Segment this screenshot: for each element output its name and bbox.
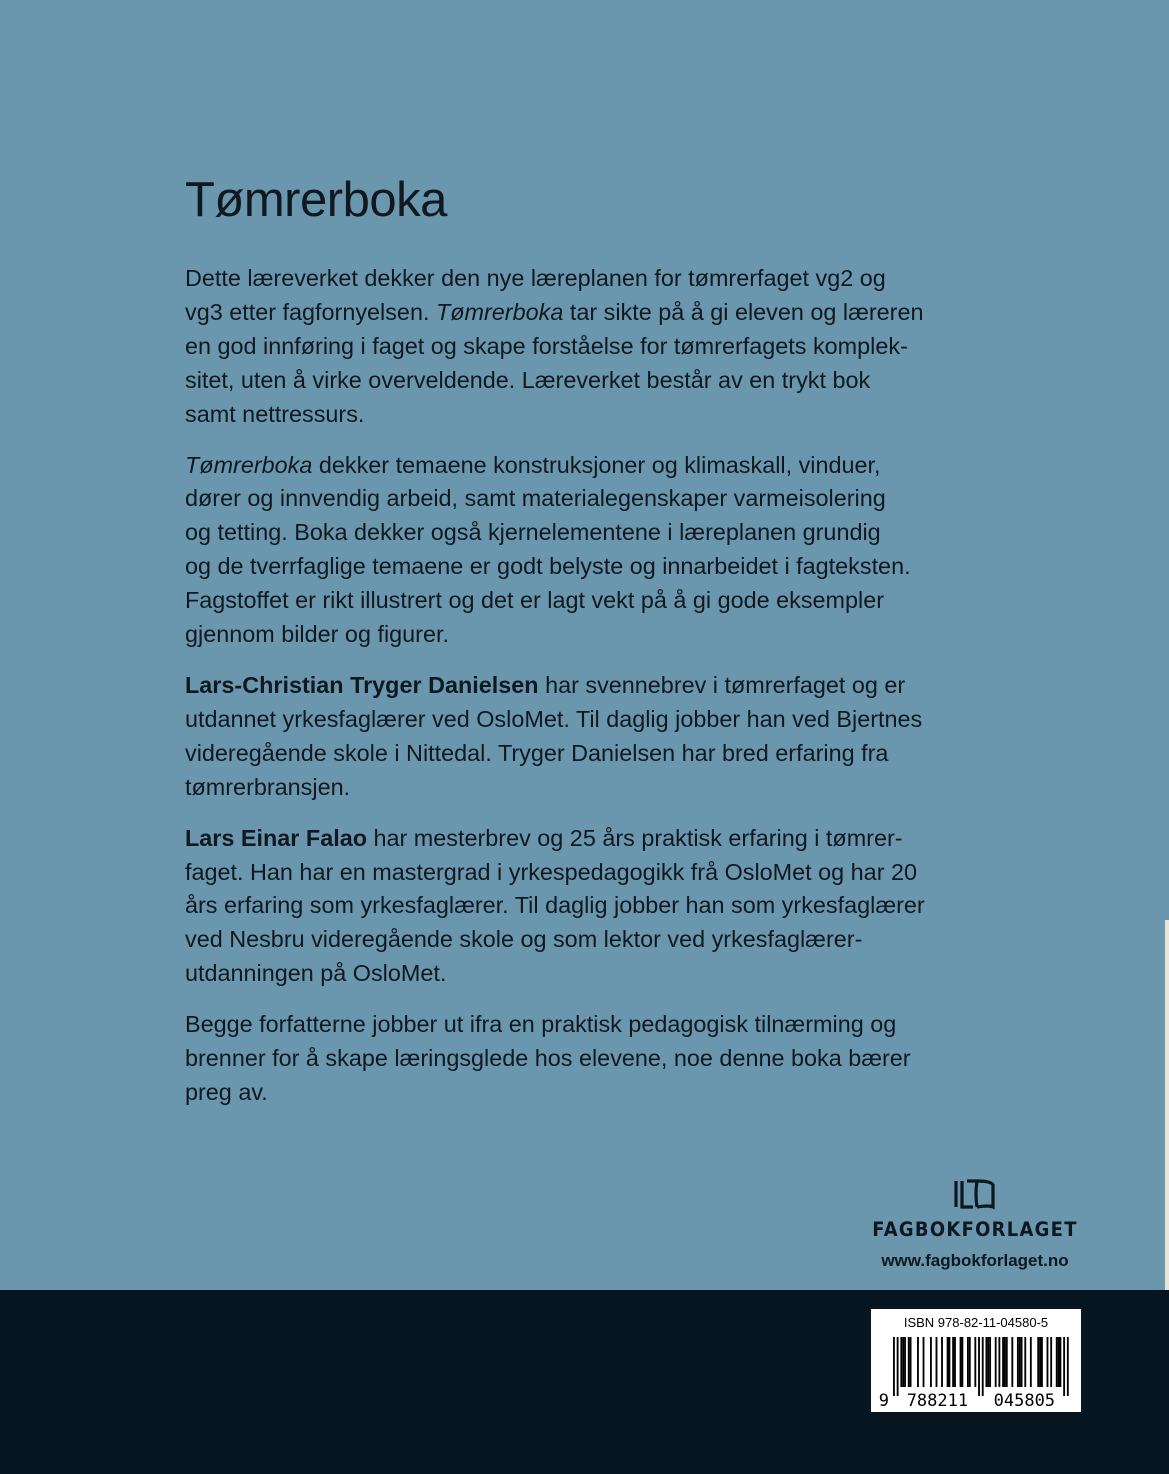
barcode-bar	[1039, 1337, 1041, 1387]
text-line	[185, 771, 985, 805]
text-run: dekker temaene konstruksjoner og klimaskall, vinduer,	[312, 451, 881, 478]
barcode-bar	[1004, 1337, 1006, 1387]
text-line	[185, 618, 985, 652]
barcode-bar	[897, 1337, 899, 1396]
barcode-bar	[1056, 1337, 1058, 1387]
barcode-bar	[1002, 1337, 1004, 1387]
author-name: Lars Einar Falao	[185, 824, 367, 851]
barcode-bar	[978, 1337, 980, 1396]
text-run: har svennebrev i tømrerfaget og er	[538, 671, 906, 698]
barcode-bar	[1058, 1337, 1060, 1387]
barcode-digits: 045805	[993, 1391, 1056, 1411]
text-run: vg3 etter fagfornyelsen.	[185, 298, 436, 325]
text-run: tømrerbransjen.	[185, 773, 351, 800]
barcode-bar	[1019, 1337, 1021, 1387]
barcode-bar	[969, 1337, 971, 1387]
text-line	[185, 296, 985, 330]
text-line	[185, 1008, 985, 1042]
blurb-text	[185, 262, 985, 1127]
barcode-bar	[893, 1337, 895, 1396]
text-line	[185, 550, 985, 584]
text-run: og de tverrfaglige temaene er godt belyste og innarbeidet i fagteksten.	[185, 553, 911, 580]
barcode-bar	[1063, 1337, 1065, 1396]
barcode-bar	[995, 1337, 997, 1387]
barcode-digits: 788211	[906, 1391, 969, 1411]
text-line	[185, 584, 985, 618]
barcode-bar	[930, 1337, 932, 1387]
text-run: gjennom bilder og figurer.	[185, 621, 449, 648]
publisher-block	[860, 1178, 1090, 1271]
text-line	[185, 482, 985, 516]
barcode-bar	[947, 1337, 949, 1387]
text-run: videregående skole i Nittedal. Tryger Danielsen har bred erfaring fra	[185, 739, 889, 766]
text-line	[185, 330, 985, 364]
barcode-bar	[1037, 1337, 1039, 1387]
publisher-name: FAGBOKFORLAGET	[872, 1218, 1078, 1241]
barcode-bar	[908, 1337, 910, 1387]
barcode-bar	[1021, 1337, 1023, 1387]
text-run: faget. Han har en mastergrad i yrkespedagogikk frå OsloMet og har 20	[185, 858, 917, 885]
cover-edge-strip	[1165, 920, 1169, 1290]
text-run: brenner for å skape læringsglede hos elevene, noe denne boka bærer	[185, 1045, 911, 1072]
paragraph	[185, 262, 985, 432]
text-line	[185, 703, 985, 737]
barcode-bar	[1060, 1337, 1062, 1387]
barcode-bar	[960, 1337, 962, 1387]
book-title-inline: Tømrerboka	[435, 298, 564, 325]
author-name: Lars-Christian Tryger Danielsen	[185, 671, 539, 698]
barcode	[871, 1309, 1081, 1412]
barcode-digits: 9	[878, 1391, 889, 1411]
barcode-bar	[936, 1337, 938, 1387]
text-line	[185, 516, 985, 550]
text-run: tar sikte på å gi eleven og læreren	[563, 298, 924, 325]
barcode-bar	[1047, 1337, 1049, 1387]
text-line	[185, 856, 985, 890]
text-run: har mesterbrev og 25 års praktisk erfaring i tømrer-	[367, 824, 903, 851]
text-run: en god innføring i faget og skape forståelse for tømrerfagets komplek-	[185, 332, 908, 359]
text-run: dører og innvendig arbeid, samt materialegenskaper varmeisolering	[185, 485, 886, 512]
book-title-inline: Tømrerboka	[185, 451, 313, 478]
barcode-bar	[986, 1337, 988, 1387]
barcode-bar	[1024, 1337, 1026, 1387]
text-run: sitet, uten å virke overveldende. Læreverket består av en trykt bok	[185, 366, 871, 393]
text-run: utdannet yrkesfaglærer ved OsloMet. Til daglig jobber han ved Bjertnes	[185, 705, 923, 732]
text-line	[185, 1042, 985, 1076]
book-logo-icon	[953, 1178, 997, 1210]
text-run: ved Nesbru videregående skole og som lektor ved yrkesfaglærer-	[185, 926, 863, 953]
barcode-bar	[1041, 1337, 1043, 1387]
publisher-url: www.fagbokforlaget.no	[881, 1251, 1069, 1270]
barcode-bar	[1011, 1337, 1013, 1387]
text-line	[185, 822, 985, 856]
text-run: Begge forfatterne jobber ut ifra en praktisk pedagogisk tilnærming og	[185, 1011, 897, 1038]
barcode-bar	[974, 1337, 976, 1387]
text-line	[185, 737, 985, 771]
barcode-bar	[1030, 1337, 1032, 1387]
text-line	[185, 1076, 985, 1110]
text-run: utdanningen på OsloMet.	[185, 960, 447, 987]
text-line	[185, 889, 985, 923]
barcode-bar	[923, 1337, 925, 1387]
text-run: og tetting. Boka dekker også kjernelementene i læreplanen grundig	[185, 519, 881, 546]
text-run: Fagstoffet er rikt illustrert og det er lagt vekt på å gi gode eksempler	[185, 587, 885, 614]
barcode-bar	[961, 1337, 963, 1387]
barcode-bar	[989, 1337, 991, 1387]
barcode-bar	[998, 1337, 1000, 1387]
text-line	[185, 923, 985, 957]
text-line	[185, 669, 985, 703]
barcode-bar	[1050, 1337, 1052, 1387]
barcode-bar	[952, 1337, 954, 1387]
barcode-bar	[967, 1337, 969, 1387]
barcode-bar	[904, 1337, 906, 1387]
text-line	[185, 449, 985, 483]
barcode-bar	[902, 1337, 904, 1387]
barcode-bar	[900, 1337, 902, 1387]
barcode-bar	[1067, 1337, 1069, 1396]
text-run: års erfaring som yrkesfaglærer. Til daglig jobber han som yrkesfaglærer	[185, 892, 925, 919]
barcode-bar	[941, 1337, 943, 1387]
barcode-graphic	[871, 1309, 1081, 1412]
paragraph	[185, 1008, 985, 1110]
text-run: preg av.	[185, 1078, 268, 1105]
paragraph	[185, 449, 985, 652]
text-line	[185, 398, 985, 432]
isbn-label: ISBN 978-82-11-04580-5	[903, 1315, 1049, 1330]
paragraph	[185, 822, 985, 992]
text-line	[185, 364, 985, 398]
barcode-bar	[1017, 1337, 1019, 1387]
barcode-bar	[1006, 1337, 1008, 1387]
text-run: samt nettressurs.	[185, 400, 365, 427]
barcode-bar	[987, 1337, 989, 1387]
text-run: Dette læreverket dekker den nye læreplanen for tømrerfaget vg2 og	[185, 265, 886, 291]
text-line	[185, 262, 985, 296]
text-line	[185, 957, 985, 991]
barcode-bar	[917, 1337, 919, 1387]
barcode-bar	[982, 1337, 984, 1396]
barcode-bar	[954, 1337, 956, 1387]
barcode-bar	[910, 1337, 912, 1387]
book-title: Tømrerboka	[185, 173, 447, 227]
barcode-bar	[949, 1337, 951, 1387]
paragraph	[185, 669, 985, 805]
